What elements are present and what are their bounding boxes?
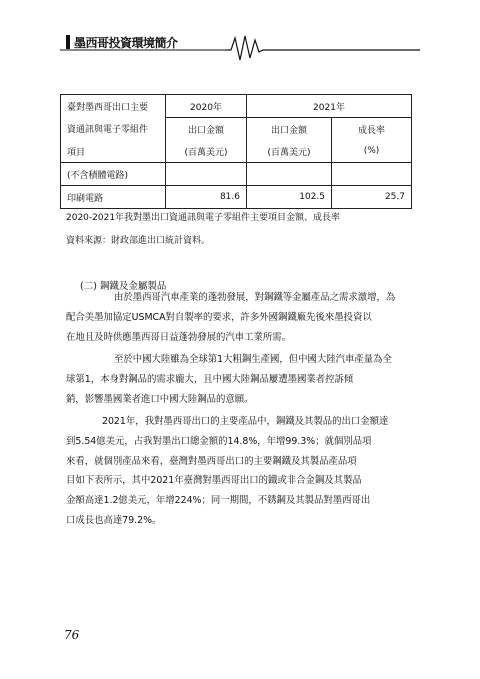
paragraph-line: 2021年，我對墨西哥出口的主要產品中，鋼鐵及其製品的出口金額達 (102, 416, 389, 427)
paragraph-1 (66, 288, 426, 347)
paragraph-3 (66, 412, 426, 531)
source-note: 資料來源：財政部進出口統計資料。 (66, 236, 211, 246)
table-cell: 成長率 (332, 118, 412, 141)
table-cell: 102.5 (247, 186, 332, 209)
table-cell: (百萬美元) (166, 140, 247, 163)
page-number: 76 (64, 628, 80, 642)
section-heading: (二) 鋼鐵及金屬製品 (80, 281, 167, 292)
table-cell: (百萬美元) (247, 140, 332, 163)
paragraph-line: 目如下表所示，其中2021年臺灣對墨西哥出口的鐵或非合金鋼及其製品 (66, 475, 362, 487)
table-cell: 資通訊與電子零組件 (61, 118, 166, 141)
table-row (61, 186, 412, 209)
table-row (61, 118, 412, 141)
table-cell: 印刷電路 (61, 186, 166, 209)
table-cell: (不含積體電路) (61, 163, 166, 186)
table-cell (332, 163, 412, 186)
table-cell: 2020年 (166, 95, 247, 118)
header-marker (66, 35, 70, 49)
paragraph-line: 銷，影響墨國業者進口中國大陸鋼品的意願。 (66, 393, 254, 405)
paragraph-line: 至於中國大陸雖為全球第1大粗鋼生產國，但中國大陸汽車產量為全 (114, 354, 392, 365)
header-title: 墨西哥投資環境簡介 (74, 36, 178, 50)
paragraph-line: 金額高達1.2億美元，年增224%；同一期間，不銹鋼及其製品對墨西哥出 (66, 495, 371, 507)
table-cell: 項目 (61, 140, 166, 163)
table-row (61, 163, 412, 186)
paragraph-line: 口成長也高達79.2%。 (66, 514, 162, 526)
paragraph-line: 在地且及時供應墨西哥日益蓬勃發展的汽車工業所需。 (66, 331, 292, 343)
table-row (61, 95, 412, 118)
header-decoration (0, 0, 480, 60)
paragraph-line: 來看，就個別產品來看，臺灣對墨西哥出口的主要鋼鐵及其製品產品項 (66, 455, 357, 467)
table-cell: (%) (332, 140, 412, 163)
table-cell: 2021年 (247, 95, 412, 118)
paragraph-line: 球第1，本身對鋼品的需求龐大，且中國大陸鋼品屢遭墨國業者控訴傾 (66, 373, 354, 385)
table-cell (166, 163, 247, 186)
header-wave-line (225, 36, 420, 60)
paragraph-line: 到5.54億美元，占我對墨出口總金額的14.8%，年增99.3%；就個別品項 (66, 435, 372, 447)
table-caption: 2020-2021年我對墨出口資通訊與電子零組件主要項目金額、成長率 (66, 213, 341, 223)
table-cell: 81.6 (166, 186, 247, 209)
table-cell: 臺對墨西哥出口主要 (61, 95, 166, 118)
table-cell: 25.7 (332, 186, 412, 209)
paragraph-line: 由於墨西哥汽車產業的蓬勃發展，對鋼鐵等金屬產品之需求激增，為 (114, 292, 396, 303)
table-row (61, 140, 412, 163)
export-table (60, 94, 412, 209)
table-cell: 出口金額 (166, 118, 247, 141)
paragraph-2 (66, 350, 426, 409)
table-cell: 出口金額 (247, 118, 332, 141)
paragraph-line: 配合美墨加協定USMCA對自製率的要求，許多外國鋼鐵廠先後來墨投資以 (66, 311, 372, 323)
page-header (0, 0, 480, 60)
table-cell (247, 163, 332, 186)
